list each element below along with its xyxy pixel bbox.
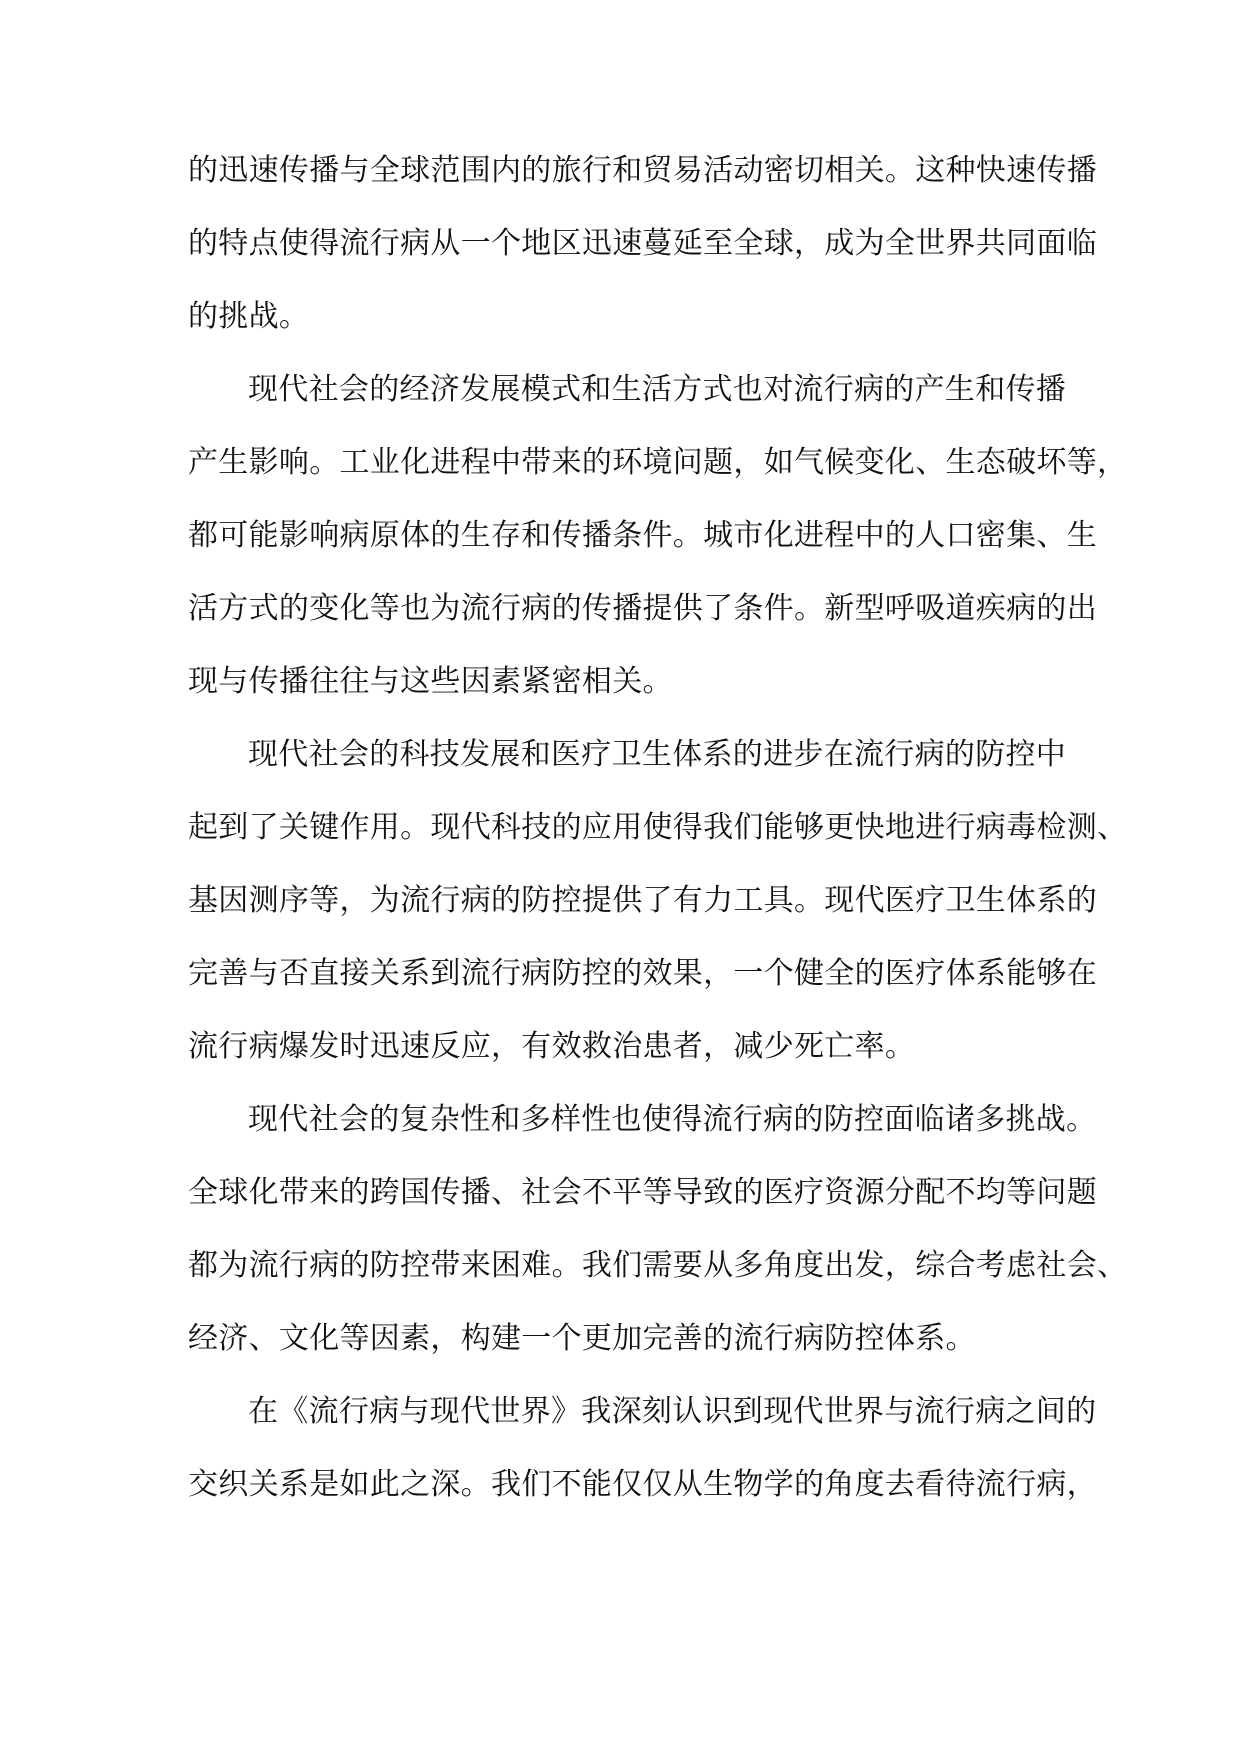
paragraph-first-line: 在《流行病与现代世界》我深刻认识到现代世界与流行病之间的 xyxy=(248,1394,1097,1429)
text-line: 经济、文化等因素，构建一个更加完善的流行病防控体系。 xyxy=(188,1321,976,1356)
text-line: 都为流行病的防控带来困难。我们需要从多角度出发，综合考虑社会、 xyxy=(188,1248,1128,1283)
text-line: 的特点使得流行病从一个地区迅速蔓延至全球，成为全世界共同面临 xyxy=(188,226,1097,261)
text-line: 的迅速传播与全球范围内的旅行和贸易活动密切相关。这种快速传播 xyxy=(188,153,1097,188)
paragraph-first-line: 现代社会的经济发展模式和生活方式也对流行病的产生和传播 xyxy=(248,372,1067,407)
text-line: 都可能影响病原体的生存和传播条件。城市化进程中的人口密集、生 xyxy=(188,518,1097,553)
text-line: 完善与否直接关系到流行病防控的效果，一个健全的医疗体系能够在 xyxy=(188,956,1097,991)
paragraph-first-line: 现代社会的复杂性和多样性也使得流行病的防控面临诸多挑战。 xyxy=(248,1102,1097,1137)
text-line: 产生影响。工业化进程中带来的环境问题，如气候变化、生态破坏等， xyxy=(188,445,1128,480)
text-line: 起到了关键作用。现代科技的应用使得我们能够更快地进行病毒检测、 xyxy=(188,810,1128,845)
text-line: 流行病爆发时迅速反应，有效救治患者，减少死亡率。 xyxy=(188,1029,916,1064)
text-line: 基因测序等，为流行病的防控提供了有力工具。现代医疗卫生体系的 xyxy=(188,883,1097,918)
text-line: 活方式的变化等也为流行病的传播提供了条件。新型呼吸道疾病的出 xyxy=(188,591,1097,626)
text-line: 现与传播往往与这些因素紧密相关。 xyxy=(188,664,673,699)
text-line: 全球化带来的跨国传播、社会不平等导致的医疗资源分配不均等问题 xyxy=(188,1175,1097,1210)
text-line: 交织关系是如此之深。我们不能仅仅从生物学的角度去看待流行病， xyxy=(188,1467,1097,1502)
body-text xyxy=(188,143,1128,1530)
text-line: 的挑战。 xyxy=(188,299,310,334)
paragraph-first-line: 现代社会的科技发展和医疗卫生体系的进步在流行病的防控中 xyxy=(248,737,1067,772)
